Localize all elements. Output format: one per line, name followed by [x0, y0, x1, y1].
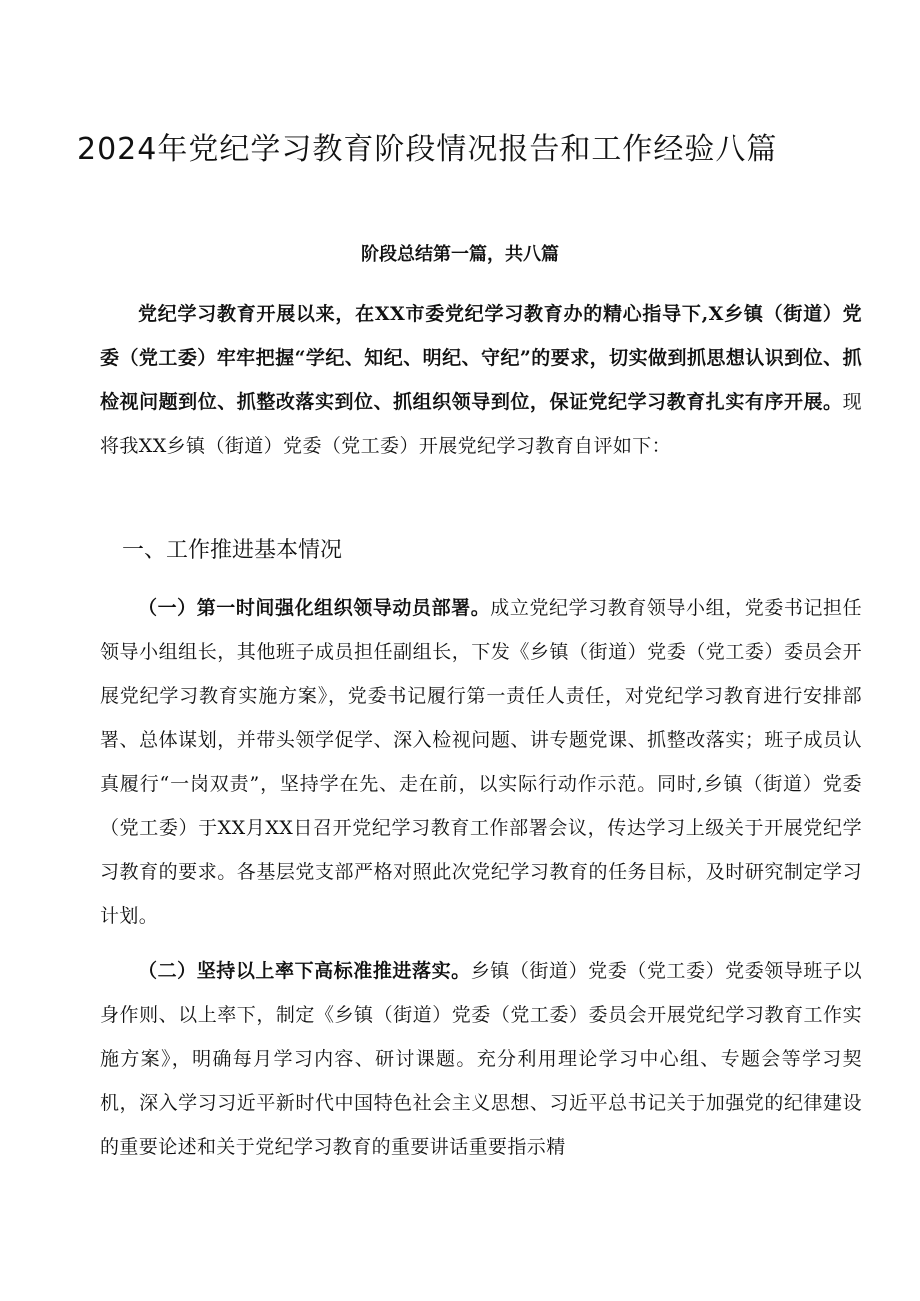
document-title: 2024年党纪学习教育阶段情况报告和工作经验八篇	[77, 132, 778, 167]
intro-bold-text: 党纪学习教育开展以来，在XX市委党纪学习教育办的精心指导下,X乡镇（街道）党委（党工委）牢牢把握“学纪、知纪、明纪、守纪”的要求，切实做到抓思想认识到位、抓检视问题到位、抓整改落实到位、抓组织领导到位，保证党纪学习教育扎实有序开展。	[100, 303, 862, 413]
paragraph-1-body: 成立党纪学习教育领导小组，党委书记担任领导小组组长，其他班子成员担任副组长，下发《乡镇（街道）党委（党工委）委员会开展党纪学习教育实施方案》，党委书记履行第一责任人责任，对党纪学习教育进行安排部署、总体谋划，并带头领学促学、深入检视问题、讲专题党课、抓整改落实；班子成员认真履行“一岗双责”，坚持学在先、走在前，以实际行动作示范。同时,乡镇（街道）党委（党工委）于XX月XX日召开党纪学习教育工作部署会议，传达学习上级关于开展党纪学习教育的要求。各基层党支部严格对照此次党纪学习教育的任务目标，及时研究制定学习计划。	[100, 597, 862, 927]
intro-plain-text: 现将我XX乡镇（街道）党委（党工委）开展党纪学习教育自评如下：	[100, 391, 862, 457]
body-paragraph-2	[100, 949, 862, 1169]
document-subtitle: 阶段总结第一篇，共八篇	[361, 244, 559, 265]
paragraph-2-body: 乡镇（街道）党委（党工委）党委领导班子以身作则、以上率下，制定《乡镇（街道）党委（党工委）委员会开展党纪学习教育工作实施方案》，明确每月学习内容、研讨课题。充分利用理论学习中心组、专题会等学习契机，深入学习习近平新时代中国特色社会主义思想、习近平总书记关于加强党的纪律建设的重要论述和关于党纪学习教育的重要讲话重要指示精	[100, 960, 862, 1158]
paragraph-1-lead: （一）第一时间强化组织领导动员部署。	[138, 597, 491, 619]
body-paragraph-1	[100, 586, 862, 938]
section-heading: 一、工作推进基本情况	[122, 538, 343, 563]
paragraph-2-lead: （二）坚持以上率下高标准推进落实。	[138, 960, 471, 982]
intro-paragraph	[100, 292, 862, 468]
